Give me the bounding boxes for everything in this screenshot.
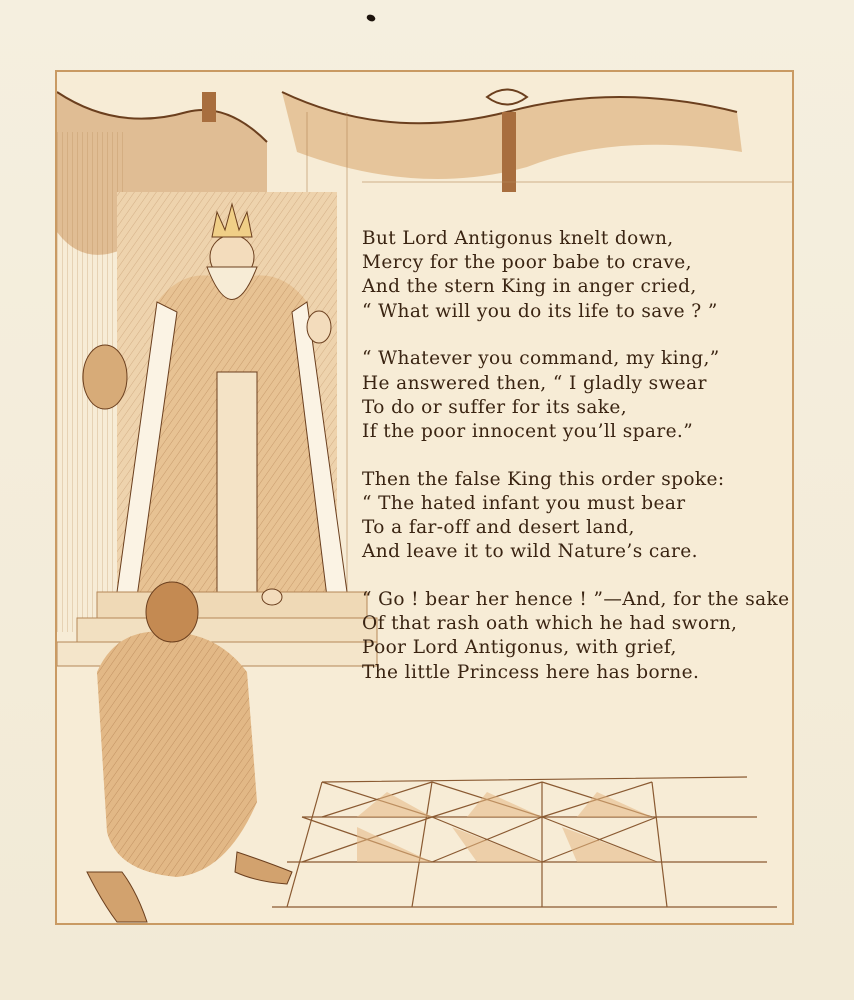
poem-line: And leave it to wild Nature’s care. [362,541,698,563]
poem-line: Poor Lord Antigonus, with grief, [362,637,677,659]
poem-line: “ Whatever you command, my king,” [362,348,720,370]
poem-line: Then the false King this order spoke: [362,468,725,490]
poem-line: To a far-off and desert land, [362,517,635,539]
poem-text [362,227,792,708]
stanza [362,347,792,444]
stanza [362,588,792,685]
poem-line: “ Go ! bear her hence ! ”—And, for the sake [362,588,790,610]
poem-line: Of that rash oath which he had sworn, [362,613,738,635]
stanza [362,468,792,565]
ink-speck [366,13,376,22]
poem-line: He answered then, “ I gladly swear [362,372,707,394]
lion-ornament [83,345,127,409]
poem-line: If the poor innocent you’ll spare.” [362,420,694,442]
illustration-plate [55,70,794,925]
poem-line: “ The hated infant you must bear [362,492,686,514]
poem-line: To do or suffer for its sake, [362,396,628,418]
poem-line: But Lord Antigonus knelt down, [362,228,674,249]
stanza [362,227,792,324]
poem-line: Mercy for the poor babe to crave, [362,252,692,274]
poem-line: And the stern King in anger cried, [362,276,697,298]
poem-line: The little Princess here has borne. [362,661,700,683]
poem-line: “ What will you do its life to save ? ” [362,300,718,322]
